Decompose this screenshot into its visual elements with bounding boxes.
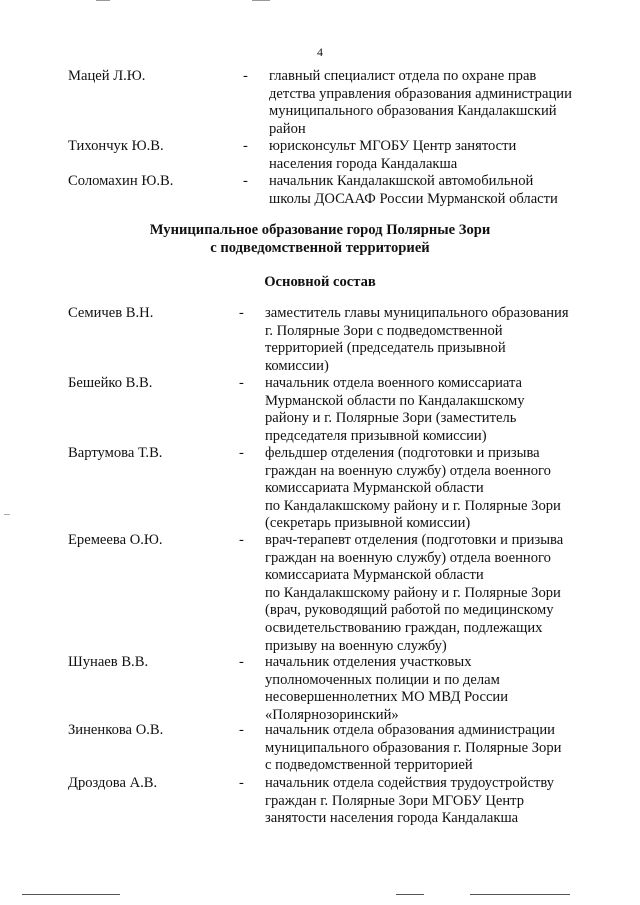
member-position-line: комиссии) <box>265 357 329 374</box>
member-name: Бешейко В.В. <box>68 375 153 391</box>
member-position-line: граждан на военную службу) отдела военного <box>265 549 551 566</box>
member-position <box>265 305 569 375</box>
member-name: Дроздова А.В. <box>68 775 158 791</box>
scan-mark <box>4 514 10 515</box>
separator-dash: - <box>239 722 244 738</box>
member-name: Еремеева О.Ю. <box>68 532 163 548</box>
member-position-line: председателя призывной комиссии) <box>265 427 487 444</box>
member-position <box>269 138 516 173</box>
member-position-line: населения города Кандалакша <box>269 155 458 172</box>
member-position-line: граждан на военную службу) отдела военного <box>265 462 551 479</box>
member-position-line: начальник отдела содействия трудоустройству <box>265 775 555 791</box>
member-position <box>269 173 558 208</box>
scan-mark <box>396 894 424 895</box>
member-position-line: муниципального образования Кандалакшский <box>269 103 557 120</box>
member-name: Мацей Л.Ю. <box>68 68 146 84</box>
page-number: 4 <box>317 45 323 59</box>
member-position <box>265 654 508 724</box>
member-position <box>265 775 554 828</box>
member-position-line: граждан г. Полярные Зори МГОБУ Центр <box>265 792 524 809</box>
scan-mark <box>96 0 110 1</box>
member-position-line: г. Полярные Зори с подведомственной <box>265 322 503 339</box>
scan-mark <box>470 894 570 895</box>
separator-dash: - <box>239 532 244 548</box>
member-position-line: начальник отдела образования администрации <box>265 722 555 738</box>
member-position-line: главный специалист отдела по охране прав <box>269 68 537 84</box>
member-position-line: район <box>269 120 306 137</box>
section-heading-line: с подведомственной территорией <box>210 239 430 256</box>
member-position-line: (врач, руководящий работой по медицинскому <box>265 602 554 619</box>
member-position-line: Мурманской области по Кандалакшскому <box>265 392 525 409</box>
separator-dash: - <box>239 445 244 461</box>
member-position-line: по Кандалакшскому району и г. Полярные Зори <box>265 584 561 601</box>
member-position-line: школы ДОСААФ России Мурманской области <box>269 190 558 207</box>
scan-mark <box>252 0 270 1</box>
separator-dash: - <box>239 305 244 321</box>
member-position-line: «Полярнозоринский» <box>265 706 399 723</box>
member-position-line: начальник отдела военного комиссариата <box>265 375 523 391</box>
scan-mark <box>22 894 120 895</box>
member-position-line: призыву на военную службу) <box>265 637 447 654</box>
member-position-line: врач-терапевт отделения (подготовки и призыва <box>265 532 564 548</box>
member-position-line: фельдшер отделения (подготовки и призыва <box>265 445 540 461</box>
member-position-line: заместитель главы муниципального образования <box>265 305 569 321</box>
separator-dash: - <box>239 654 244 670</box>
separator-dash: - <box>243 173 248 189</box>
member-position-line: (секретарь призывной комиссии) <box>265 515 471 532</box>
member-name: Шунаев В.В. <box>68 654 149 670</box>
member-position-line: юрисконсульт МГОБУ Центр занятости <box>269 138 517 154</box>
member-position-line: несовершеннолетних МО МВД России <box>265 689 509 706</box>
section-heading-line: Муниципальное образование город Полярные Зори <box>149 222 491 238</box>
member-name: Тихончук Ю.В. <box>68 138 164 154</box>
member-name: Вартумова Т.В. <box>68 445 163 461</box>
separator-dash: - <box>243 68 248 84</box>
separator-dash: - <box>239 775 244 791</box>
member-position <box>265 722 561 775</box>
member-position <box>265 532 563 655</box>
member-name: Семичев В.Н. <box>68 305 154 321</box>
member-position-line: комиссариата Мурманской области <box>265 480 484 497</box>
member-position-line: начальник Кандалакшской автомобильной <box>269 173 534 189</box>
member-position-line: муниципального образования г. Полярные Зори <box>265 739 562 756</box>
member-name: Соломахин Ю.В. <box>68 173 174 189</box>
member-position-line: занятости населения города Кандалакша <box>265 810 519 827</box>
member-position-line: территорией (председатель призывной <box>265 340 506 357</box>
member-position <box>265 375 525 445</box>
member-position-line: с подведомственной территорией <box>265 757 473 774</box>
separator-dash: - <box>243 138 248 154</box>
member-position-line: освидетельствованию граждан, подлежащих <box>265 619 543 636</box>
member-position-line: начальник отделения участковых <box>265 654 472 670</box>
section-subheading: Основной состав <box>264 274 376 290</box>
separator-dash: - <box>239 375 244 391</box>
section-heading <box>0 222 640 257</box>
member-position-line: уполномоченных полиции и по делам <box>265 671 500 688</box>
member-position <box>265 445 561 533</box>
member-position-line: детства управления образования администрации <box>269 85 572 102</box>
member-position-line: комиссариата Мурманской области <box>265 567 484 584</box>
member-position-line: району и г. Полярные Зори (заместитель <box>265 410 517 427</box>
member-position-line: по Кандалакшскому району и г. Полярные Зори <box>265 497 561 514</box>
member-position <box>269 68 572 138</box>
member-name: Зиненкова О.В. <box>68 722 164 738</box>
